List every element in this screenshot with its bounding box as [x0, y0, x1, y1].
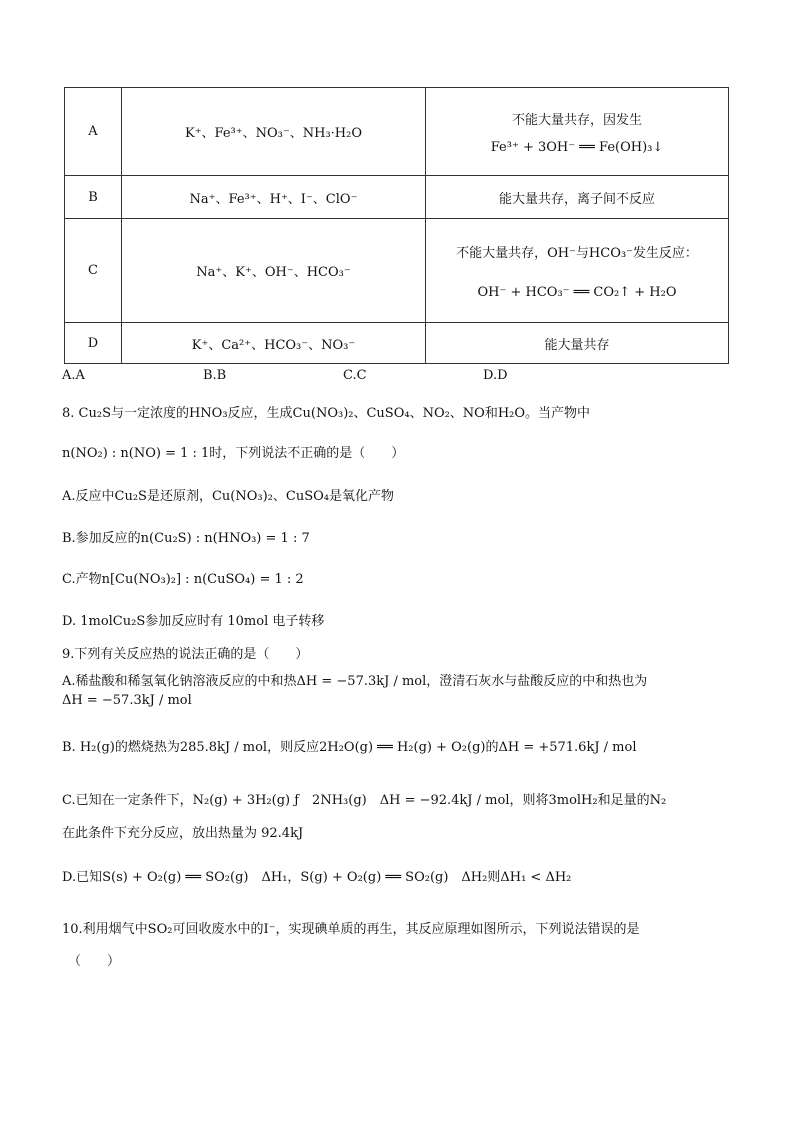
ion-list: K⁺、Fe³⁺、NO₃⁻、NH₃·H₂O — [122, 88, 426, 175]
q8-option-b: B.参加反应的n(Cu₂S) : n(HNO₃) = 1 : 7 — [62, 531, 310, 546]
row-label: A — [65, 88, 122, 175]
ion-list: Na⁺、Fe³⁺、H⁺、I⁻、ClO⁻ — [122, 176, 426, 218]
judgement-line: 能大量共存，离子间不反应 — [498, 191, 655, 207]
q9-option-c-cont: 在此条件下充分反应，放出热量为 92.4kJ — [62, 826, 304, 841]
judgement-line: Fe³⁺ + 3OH⁻ ══ Fe(OH)₃↓ — [490, 139, 664, 155]
table-row — [65, 176, 728, 219]
row-label: B — [65, 176, 122, 218]
ion-list: K⁺、Ca²⁺、HCO₃⁻、NO₃⁻ — [122, 323, 426, 363]
judgement — [426, 88, 728, 175]
option-a: A.A — [62, 368, 85, 383]
q8-stem: 8. Cu₂S与一定浓度的HNO₃反应，生成Cu(NO₃)₂、CuSO₄、NO₂、NO和H₂O。当产物中 — [62, 406, 591, 421]
option-d: D.D — [483, 368, 508, 383]
q10-stem: 10.利用烟气中SO₂可回收废水中的I⁻，实现碘单质的再生，其反应原理如图所示，下列说法错误的是 — [62, 922, 640, 937]
q8-option-d: D. 1molCu₂S参加反应时有 10mol 电子转移 — [62, 614, 325, 629]
ion-list: Na⁺、K⁺、OH⁻、HCO₃⁻ — [122, 219, 426, 322]
q9-option-d: D.已知S(s) + O₂(g) ══ SO₂(g) ΔH₁，S(g) + O₂(g) ══ SO₂(g) ΔH₂则ΔH₁ < ΔH₂ — [62, 870, 572, 885]
judgement — [426, 176, 728, 218]
row-label: D — [65, 323, 122, 363]
option-c: C.C — [343, 368, 367, 383]
table-row — [65, 88, 728, 176]
q8-option-a: A.反应中Cu₂S是还原剂，Cu(NO₃)₂、CuSO₄是氧化产物 — [62, 489, 394, 504]
table-row — [65, 219, 728, 323]
q9-option-b: B. H₂(g)的燃烧热为285.8kJ / mol，则反应2H₂O(g) ══ H₂(g) + O₂(g)的ΔH = +571.6kJ / mol — [62, 740, 637, 755]
judgement — [426, 323, 728, 363]
option-b: B.B — [203, 368, 227, 383]
q8-option-c: C.产物n[Cu(NO₃)₂] : n(CuSO₄) = 1 : 2 — [62, 572, 304, 587]
q10-answer-blank: （ ） — [68, 954, 121, 969]
judgement-line: 不能大量共存，因发生 — [511, 112, 642, 128]
q8-stem: n(NO₂) : n(NO) = 1 : 1时，下列说法不正确的是（ ） — [62, 446, 405, 461]
table-row — [65, 323, 728, 363]
ion-table — [64, 87, 729, 364]
judgement-line: 能大量共存 — [544, 337, 610, 353]
q9-option-a-cont: ΔH = −57.3kJ / mol — [62, 693, 192, 708]
row-label: C — [65, 219, 122, 322]
judgement-line: 不能大量共存，OH⁻与HCO₃⁻发生反应： — [456, 245, 698, 261]
q9-option-c: C.已知在一定条件下，N₂(g) + 3H₂(g) ƒ 2NH₃(g) ΔH = −92.4kJ / mol，则将3molH₂和足量的N₂ — [62, 793, 667, 808]
judgement-line: OH⁻ + HCO₃⁻ ══ CO₂↑ + H₂O — [477, 284, 677, 300]
q9-stem: 9.下列有关反应热的说法正确的是（ ） — [62, 647, 309, 662]
q9-option-a: A.稀盐酸和稀氢氧化钠溶液反应的中和热ΔH = −57.3kJ / mol，澄清石灰水与盐酸反应的中和热也为 — [62, 674, 648, 689]
judgement — [426, 219, 728, 322]
